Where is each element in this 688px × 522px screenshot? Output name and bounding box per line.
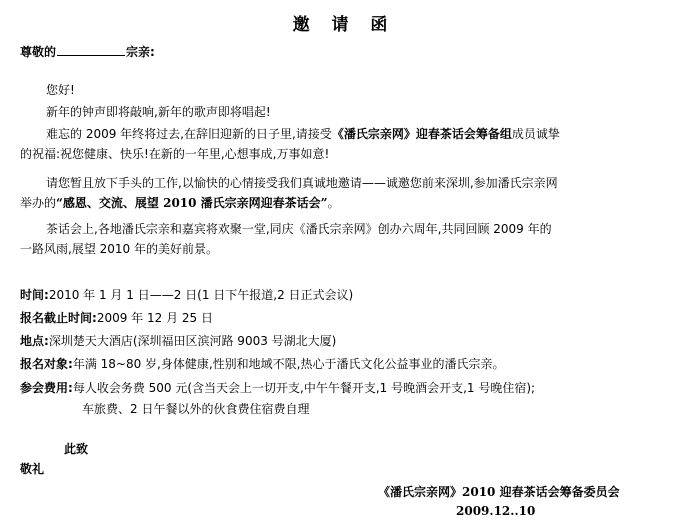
p4-text-b: 一路风雨,展望 2010 年的美好前景。 (20, 242, 218, 256)
signature-date: 2009.12..10 (456, 504, 536, 518)
p2-text-c: 的祝福:祝您健康、快乐!在新的一年里,心想事成,万事如意! (20, 147, 330, 161)
greeting: 您好! (46, 83, 75, 97)
signature-organization: 《潘氏宗亲网》2010 迎春茶话会筹备委员会 (378, 485, 620, 499)
fee-value-line-2: 车旅费、2 日午餐以外的伙食费住宿费自理 (82, 402, 310, 416)
closing-line-1: 此致 (64, 442, 89, 456)
p4-text-a: 茶话会上,各地潘氏宗亲和嘉宾将欢聚一堂,同庆《潘氏宗亲网》创办六周年,共同回顾 2009 年的 (46, 222, 552, 236)
p3-text-b: 举办的 (20, 196, 57, 210)
p3-text-a: 请您暂且放下手头的工作,以愉快的心情接受我们真诚地邀请——诚邀您前来深圳,参加潘氏宗亲网 (46, 176, 558, 190)
salutation-suffix: 宗亲: (126, 45, 155, 59)
target-value: 年满 18~80 岁,身体健康,性别和地域不限,热心于潘氏文化公益事业的潘氏宗亲。 (72, 357, 505, 371)
p2-text-b: 成员诚挚 (511, 127, 560, 141)
info-fee (20, 378, 535, 398)
salutation-prefix: 尊敬的 (20, 45, 57, 59)
time-label: 时间: (20, 288, 49, 302)
body-paragraph-1: 新年的钟声即将敲响,新年的歌声即将唱起! (46, 105, 271, 119)
info-deadline (20, 308, 213, 328)
info-time (20, 285, 353, 305)
time-value: 2010 年 1 月 1 日——2 日(1 日下午报道,2 日正式会议) (48, 288, 354, 302)
p3-text-c: 。 (327, 196, 340, 210)
fee-value-line-1: 每人收会务费 500 元(含当天会上一切开支,中午午餐开支,1 号晚酒会开支,1 号晚住宿); (72, 381, 536, 395)
p3-event-name: “感恩、交流、展望 2010 潘氏宗亲网迎春茶话会” (56, 196, 328, 210)
fee-label: 参会费用: (20, 381, 73, 395)
salutation (20, 43, 155, 60)
body-paragraph-2 (20, 124, 670, 164)
deadline-value: 2009 年 12 月 25 日 (96, 311, 213, 325)
info-place (20, 331, 336, 351)
place-value: 深圳楚天大酒店(深圳福田区滨河路 9003 号湖北大厦) (48, 334, 337, 348)
place-label: 地点: (20, 334, 49, 348)
name-blank-line (57, 44, 125, 56)
deadline-label: 报名截止时间: (20, 311, 97, 325)
p2-text-a: 难忘的 2009 年终将过去,在辞旧迎新的日子里,请接受 (46, 127, 332, 141)
body-paragraph-4 (20, 219, 670, 259)
body-paragraph-3 (20, 173, 670, 213)
info-target (20, 354, 504, 374)
target-label: 报名对象: (20, 357, 73, 371)
closing-line-2: 敬礼 (20, 462, 45, 476)
page-title: 邀 请 函 (292, 15, 396, 35)
p2-organizer: 《潘氏宗亲网》迎春茶话会筹备组 (331, 127, 512, 141)
